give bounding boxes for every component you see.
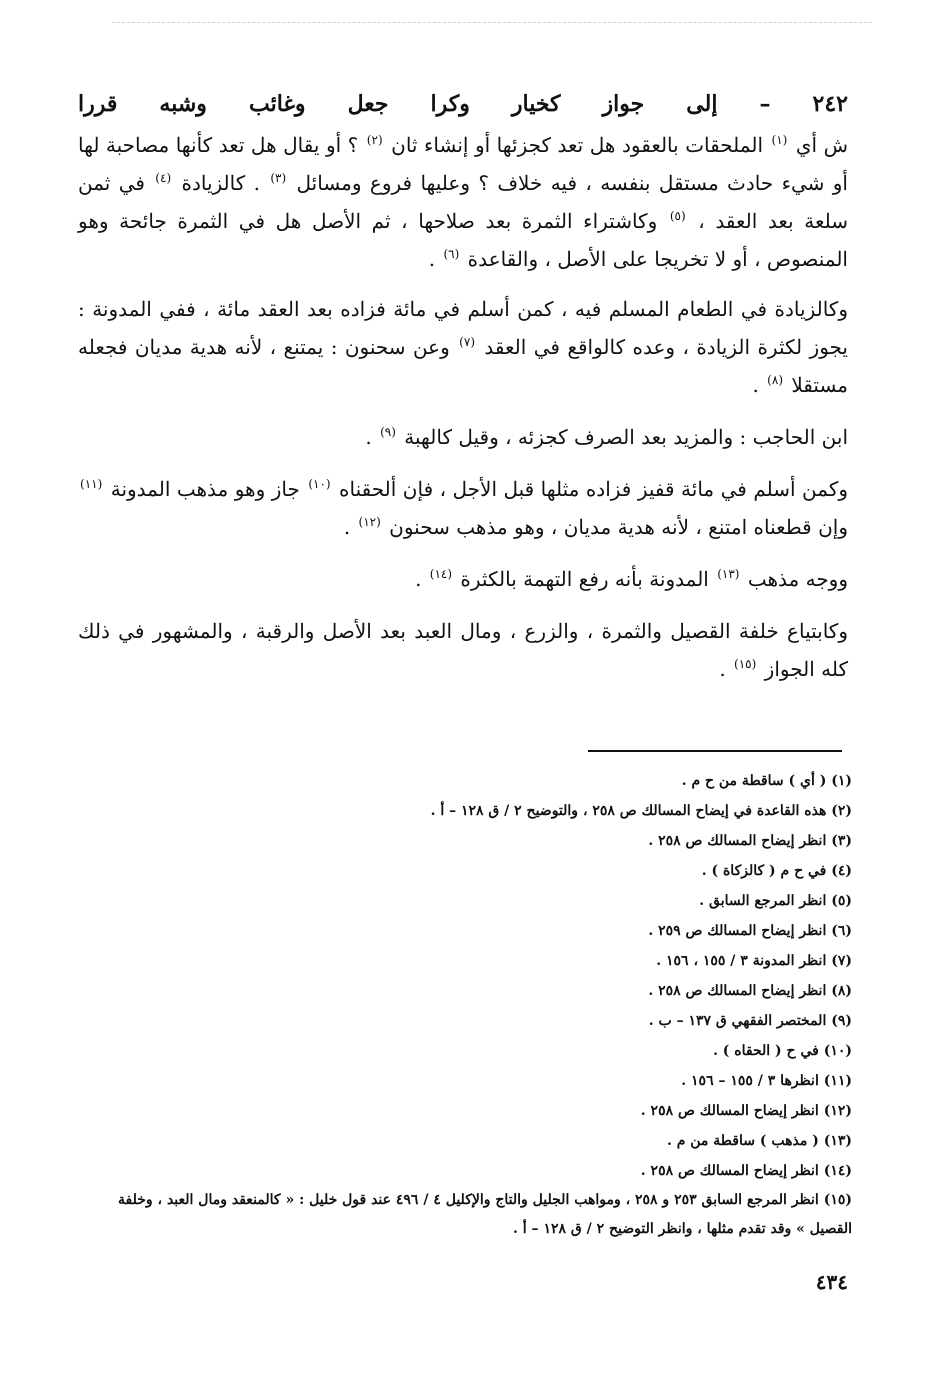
- footnote-item: (١٣) ( مذهب ) ساقطة من م .: [666, 1133, 852, 1149]
- text-run: وكابتياع خلفة القصيل والثمرة ، والزرع ، ومال العبد بعد الأصل والرقبة ، والمشهور في ذلك كله الجواز: [78, 619, 848, 681]
- main-text: [78, 88, 848, 702]
- footnote-separator: [588, 750, 842, 752]
- text-run: جاز وهو مذهب المدونة: [104, 477, 307, 501]
- footnote-item: (١٥) انظر المرجع السابق ٢٥٣ و ٢٥٨ ، ومواهب الجليل والتاج والإكليل ٤ / ٤٩٦ عند قول خليل : « كالمنعقد ومال العبد ، وخلفة القصيل » وقد تقدم مثلها ، وانظر التوضيح ٢ / ق ١٢٨ – أ .: [118, 1192, 852, 1237]
- text-run: .: [415, 567, 428, 591]
- text-run: في ثمن سلعة بعد العقد ،: [78, 171, 848, 233]
- footnote-ref: (٨): [767, 373, 783, 388]
- text-run: . كالزيادة: [173, 171, 269, 195]
- footnote-ref: (٧): [459, 335, 475, 350]
- footnote-item: (١٢) انظر إيضاح المسالك ص ٢٥٨ .: [640, 1103, 852, 1119]
- text-run: ووجه مذهب: [741, 567, 848, 591]
- text-run: وعن سحنون : يمتنع ، لأنه هدية مديان فجعله مستقلا: [78, 335, 848, 397]
- footnote-ref: (٦): [443, 247, 460, 262]
- text-run: وكالزيادة في الطعام المسلم فيه ، كمن أسلم في مائة فزاده بعد العقد مائة ، ففي المدونة : يجوز لكثرة الزيادة ، وعده كالواقع في العقد: [78, 297, 849, 359]
- footnote-item: (٤) في ح م ( كالزكاة ) .: [701, 863, 852, 879]
- footnote-item: (٧) انظر المدونة ٣ / ١٥٥ ، ١٥٦ .: [656, 953, 852, 969]
- text-run: الملحقات بالعقود هل تعد كجزئها أو إنشاء ثان: [384, 133, 770, 157]
- text-run: ش أي: [789, 133, 849, 157]
- footnote-ref: (١٤): [429, 567, 453, 582]
- footnote-item: (٦) انظر إيضاح المسالك ص ٢٥٩ .: [648, 923, 852, 939]
- paragraph: [78, 290, 848, 404]
- paragraph: [78, 560, 848, 598]
- verse-line: ٢٤٢ – إلى جواز كخيار وكرا جعل وغائب وشبه قررا: [78, 91, 848, 117]
- paragraph: [78, 470, 848, 546]
- text-run: وإن قطعناه امتنع ، لأنه هدية مديان ، وهو مذهب سحنون: [382, 515, 848, 539]
- footnote-ref: (٢): [366, 133, 383, 148]
- footnote-ref: (٤): [155, 171, 172, 186]
- page-number: ٤٣٤: [815, 1270, 848, 1294]
- footnote-item: (٢) هذه القاعدة في إيضاح المسالك ص ٢٥٨ ، والتوضيح ٢ / ق ١٢٨ – أ .: [430, 803, 852, 819]
- footnote-ref: (٣): [270, 171, 287, 186]
- footnote-item: (٩) المختصر الفقهي ق ١٣٧ – ب .: [648, 1013, 852, 1029]
- footnote-ref: (١٢): [358, 515, 381, 530]
- footnote-item: (١١) انظرها ٣ / ١٥٥ – ١٥٦ .: [681, 1073, 852, 1089]
- text-run: ؟ أو يقال هل تعد كأنها مصاحبة لها أو شيء حادث مستقل بنفسه ، فيه خلاف ؟ وعليها فروع ومسائل: [78, 133, 848, 195]
- text-run: .: [428, 247, 442, 271]
- paragraph: [78, 126, 848, 278]
- footnote-item: (١) ( أي ) ساقطة من ح م .: [681, 773, 852, 789]
- footnote-item: (١٠) في ح ( الحقاه ) .: [713, 1043, 852, 1059]
- text-run: وكمن أسلم في مائة قفيز فزاده مثلها قبل الأجل ، فإن ألحقناه: [332, 477, 848, 501]
- text-run: وكاشتراء الثمرة بعد صلاحها ، ثم الأصل هل في الثمرة جائحة وهو المنصوص ، أو لا تخريجا على الأصل ، والقاعدة: [78, 209, 848, 271]
- footnote-item: (٥) انظر المرجع السابق .: [699, 893, 852, 909]
- footnote-ref: (١): [771, 133, 788, 148]
- footnote-ref: (٥): [669, 209, 686, 224]
- footnotes: [78, 766, 852, 1244]
- text-run: .: [343, 515, 357, 539]
- footnote-item: (٨) انظر إيضاح المسالك ص ٢٥٨ .: [648, 983, 852, 999]
- commentary-body: [78, 126, 848, 688]
- footnote-ref: (١٣): [717, 567, 740, 582]
- top-dashed-rule: [112, 22, 872, 23]
- footnote-ref: (١٥): [734, 657, 757, 672]
- footnote-ref: (١٠): [308, 477, 331, 492]
- paragraph: [78, 612, 848, 688]
- text-run: .: [719, 657, 733, 681]
- paragraph: [78, 418, 848, 456]
- footnote-ref: (٩): [380, 425, 396, 440]
- text-run: ابن الحاجب : والمزيد بعد الصرف كجزئه ، وقيل كالهبة: [397, 425, 848, 449]
- text-run: .: [752, 373, 766, 397]
- footnote-item: (١٤) انظر إيضاح المسالك ص ٢٥٨ .: [640, 1163, 852, 1179]
- text-run: المدونة بأنه رفع التهمة بالكثرة: [454, 567, 716, 591]
- text-run: .: [365, 425, 379, 449]
- footnote-item: (٣) انظر إيضاح المسالك ص ٢٥٨ .: [648, 833, 852, 849]
- footnote-ref: (١١): [80, 477, 103, 492]
